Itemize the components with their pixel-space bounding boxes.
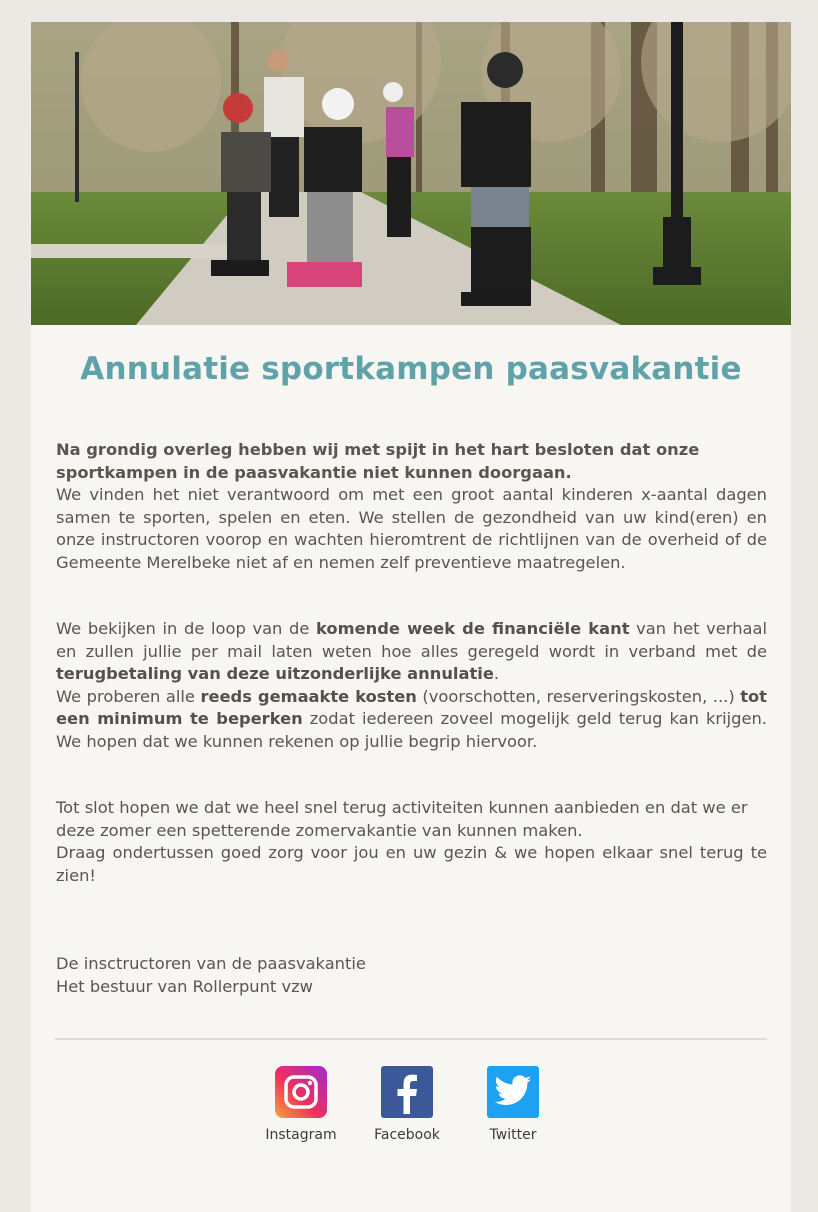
paragraph-4: Tot slot hopen we dat we heel snel terug activiteiten kunnen aanbieden en dat we er deze zomer een spetterende zomervakantie van kunnen maken. xyxy=(56,798,748,840)
text-segment: (voorschotten, reserveringskosten, ...) xyxy=(416,686,741,706)
twitter-label[interactable]: Twitter xyxy=(489,1127,537,1143)
paragraph-3 xyxy=(56,686,767,754)
twitter-icon[interactable] xyxy=(487,1066,539,1118)
instagram-link[interactable] xyxy=(262,1066,340,1143)
message-body xyxy=(31,438,791,998)
text-segment: zodat iedereen zoveel mogelijk geld terug kan krijgen. We hopen dat we kunnen rekenen op jullie begrip hiervoor. xyxy=(56,709,767,751)
twitter-link[interactable] xyxy=(474,1066,552,1143)
instagram-icon[interactable] xyxy=(275,1066,327,1118)
bold-segment: terugbetaling van deze uitzonderlijke annulatie xyxy=(56,664,494,683)
bold-segment: tot een minimum te beperken xyxy=(56,686,767,728)
lead-paragraph: Na grondig overleg hebben wij met spijt in het hart besloten dat onze sportkampen in de paasvakantie niet kunnen doorgaan. xyxy=(56,440,700,482)
hero-image xyxy=(31,22,791,325)
text-segment: We proberen alle xyxy=(56,686,201,706)
facebook-link[interactable] xyxy=(368,1066,446,1143)
bold-segment: komende week de financiële kant xyxy=(316,619,630,638)
facebook-label[interactable]: Facebook xyxy=(374,1127,440,1143)
signature-line-2: Het bestuur van Rollerpunt vzw xyxy=(56,976,313,996)
signature-line-1: De insctructoren van de paasvakantie xyxy=(56,954,366,973)
page-title: Annulatie sportkampen paasvakantie xyxy=(80,351,742,387)
bold-segment: reeds gemaakte kosten xyxy=(200,686,417,706)
text-segment: van het verhaal en zullen jullie per mail laten weten hoe alles geregeld wordt in verband met de xyxy=(56,619,767,661)
instagram-label[interactable]: Instagram xyxy=(265,1127,337,1143)
paragraph-5: Draag ondertussen goed zorg voor jou en uw gezin & we hopen elkaar snel terug te zien! xyxy=(56,843,767,885)
text-segment: We bekijken in de loop van de xyxy=(56,619,317,638)
paragraph-1: We vinden het niet verantwoord om met een groot aantal kinderen x-aantal dagen samen te sporten, spelen en eten. We stellen de gezondheid van uw kind(eren) en onze instructoren voorop en wachten hieromtrent de richtlijnen van de overheid of de Gemeente Merelbeke niet af en nemen zelf preventieve maatregelen. xyxy=(56,485,767,572)
social-links xyxy=(23,1066,791,1143)
text-segment: . xyxy=(493,664,500,683)
facebook-icon[interactable] xyxy=(381,1066,433,1118)
email-card xyxy=(31,22,791,1212)
paragraph-2 xyxy=(56,618,767,686)
divider xyxy=(55,1038,767,1040)
